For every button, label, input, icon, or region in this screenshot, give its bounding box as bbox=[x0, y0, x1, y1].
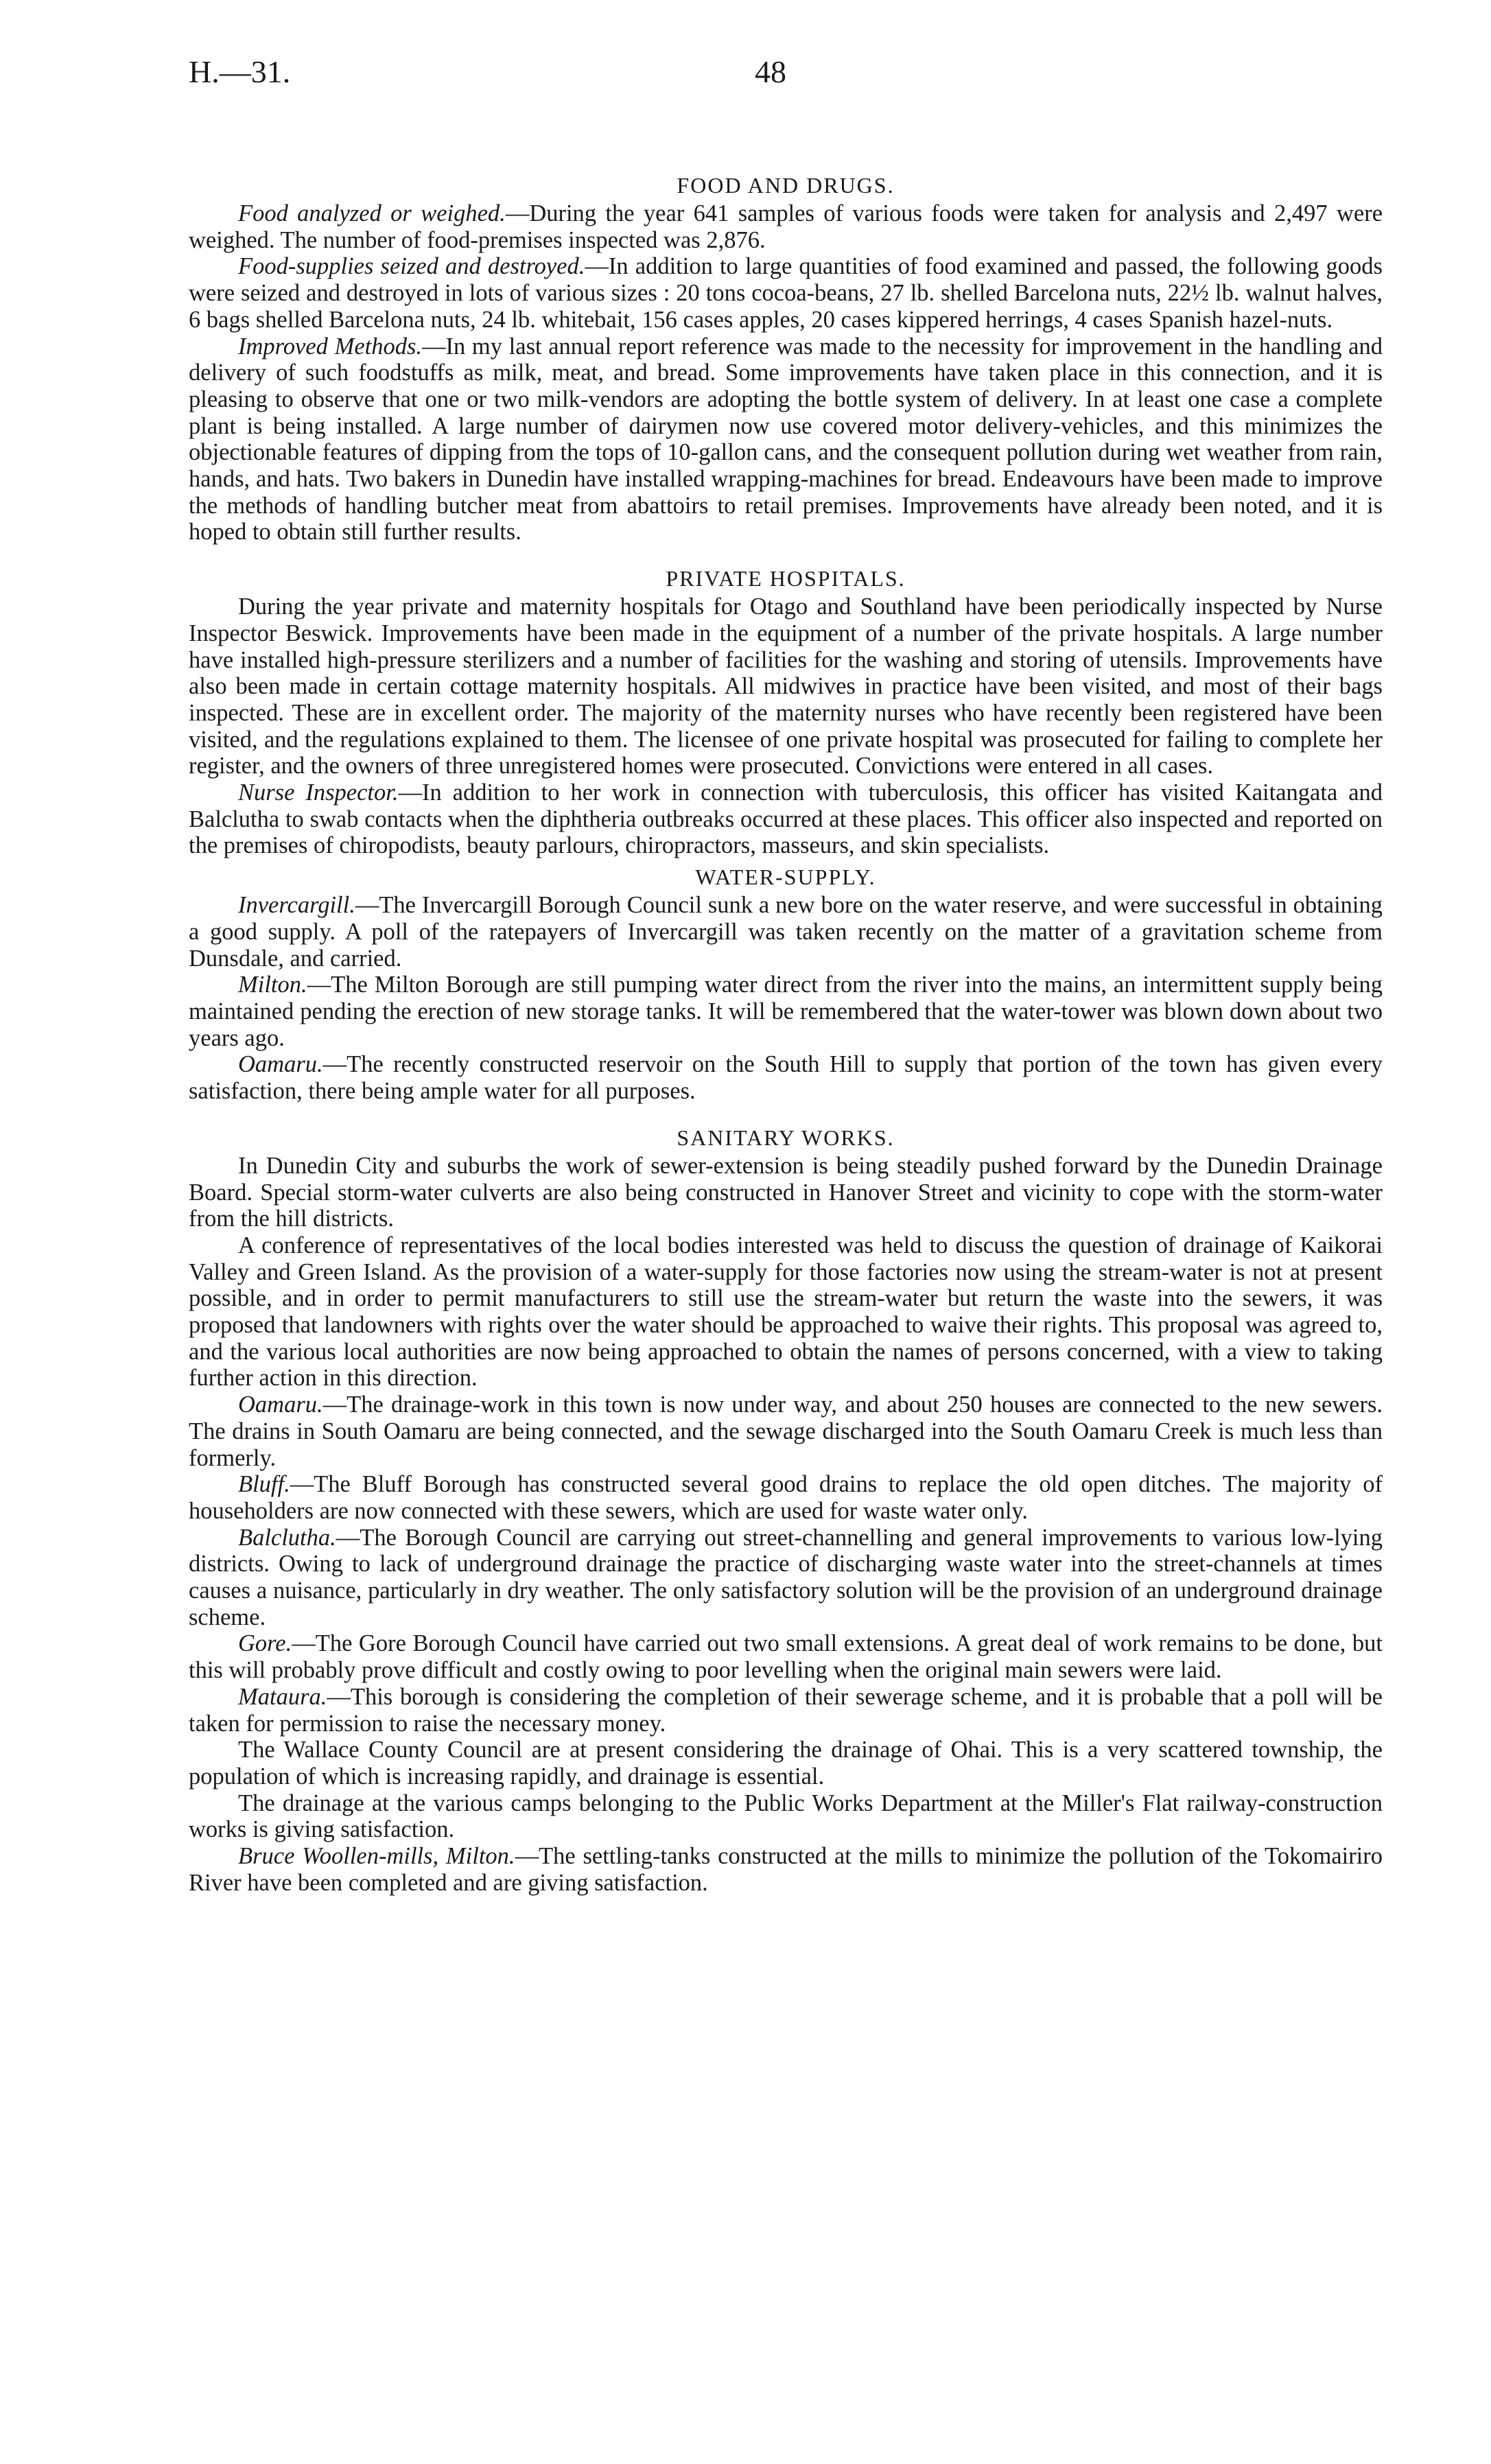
paragraph bbox=[189, 1790, 1383, 1843]
paragraph-text: —The drainage-work in this town is now under way, and about 250 houses are connected to the new sewers. The drains in South Oamaru are being connected, and the sewage discharged into the South Oamaru Creek is much less than formerly. bbox=[189, 1392, 1383, 1471]
paragraph-lead: Improved Methods. bbox=[238, 333, 423, 360]
document-body bbox=[189, 170, 1383, 1914]
paragraph bbox=[189, 200, 1383, 253]
paragraph-text: —In addition to large quantities of food examined and passed, the following goods were seized and destroyed in lots of various sizes : 20 tons cocoa-beans, 27 lb. shelled Barcelona nuts, 22½ lb. walnut halves, 6 bags shelled Barcelona nuts, 24 lb. whitebait, 156 cases apples, 20 cases kippered herrings, 4 cases Spanish hazel-nuts. bbox=[189, 253, 1383, 333]
report-reference: H.—31. bbox=[189, 54, 291, 89]
paragraph-lead: Oamaru. bbox=[238, 1051, 323, 1078]
paragraph bbox=[189, 1843, 1383, 1896]
section-sanitary-works bbox=[189, 1123, 1383, 1897]
paragraph-text: —During the year 641 samples of various foods were taken for analysis and 2,497 were weighed. The number of food-premises inspected was 2,876. bbox=[189, 200, 1383, 253]
paragraph bbox=[189, 1051, 1383, 1104]
page-number: 48 bbox=[755, 54, 786, 89]
paragraph bbox=[189, 1630, 1383, 1683]
paragraph-lead: Bruce Woollen-mills, Milton. bbox=[238, 1843, 515, 1870]
section-heading: SANITARY WORKS. bbox=[677, 1125, 895, 1150]
paragraph bbox=[189, 1737, 1383, 1790]
section-water-supply bbox=[189, 862, 1383, 1105]
paragraph-text: —The Bluff Borough has constructed several good drains to replace the old open ditches. The majority of householders are now connected with these sewers, which are used for waste water only. bbox=[189, 1471, 1383, 1524]
paragraph-text: —This borough is considering the completion of their sewerage scheme, and it is probable that a poll will be taken for permission to raise the necessary money. bbox=[189, 1683, 1383, 1737]
paragraph-text: —The Borough Council are carrying out street-channelling and general improvements to various low-lying districts. Owing to lack of underground drainage the practice of discharging waste water into the street-channels at times causes a nuisance, particularly in dry weather. The only satisfactory solution will be the provision of an underground drainage scheme. bbox=[189, 1524, 1383, 1630]
section-heading: FOOD AND DRUGS. bbox=[677, 173, 895, 198]
paragraph-lead: Gore. bbox=[238, 1630, 292, 1657]
page-header bbox=[189, 54, 1383, 102]
paragraph-lead: Food-supplies seized and destroyed. bbox=[238, 253, 585, 280]
paragraph bbox=[189, 1684, 1383, 1737]
paragraph-lead: Nurse Inspector. bbox=[238, 779, 399, 806]
paragraph bbox=[189, 1392, 1383, 1471]
paragraph-text: —The settling-tanks constructed at the mills to minimize the pollution of the Tokomairiro River have been completed and are giving satisfaction. bbox=[189, 1843, 1383, 1896]
paragraph-text: —In addition to her work in connection with tuberculosis, this officer has visited Kaitangata and Balclutha to swab contacts when the diphtheria outbreaks occurred at these places. This officer also inspected and reported on the premises of chiropodists, beauty parlours, chiropractors, masseurs, and skin specialists. bbox=[189, 779, 1383, 859]
paragraph-lead: Oamaru. bbox=[238, 1392, 323, 1418]
paragraph bbox=[189, 1232, 1383, 1392]
paragraph-text: —In my last annual report reference was made to the necessity for improvement in the handling and delivery of such foodstuffs as milk, meat, and bread. Some improvements have taken place in this connection, and it is pleasing to observe that one or two milk-vendors are adopting the bottle system of delivery. In at least one case a complete plant is being installed. A large number of dairymen now use covered motor delivery-vehicles, and this minimizes the objectionable features of dipping from the tops of 10-gallon cans, and the consequent pollution during wet weather from rain, hands, and hats. Two bakers in Dunedin have installed wrapping-machines for bread. Endeavours have been made to improve the methods of handling butcher meat from abattoirs to retail premises. Improvements have already been noted, and it is hoped to obtain still further results. bbox=[189, 333, 1383, 545]
paragraph-text: —The Milton Borough are still pumping water direct from the river into the mains, an intermittent supply being maintained pending the erection of new storage tanks. It will be remembered that the water-tower was blown down about two years ago. bbox=[189, 972, 1383, 1051]
paragraph bbox=[189, 779, 1383, 859]
paragraph-lead: Food analyzed or weighed. bbox=[238, 200, 506, 226]
paragraph-text: —The Gore Borough Council have carried out two small extensions. A great deal of work remains to be done, but this will probably prove difficult and costly owing to poor levelling when the original main sewers were laid. bbox=[189, 1630, 1383, 1684]
paragraph-text: —The recently constructed reservoir on the South Hill to supply that portion of the town has given every satisfaction, there being ample water for all purposes. bbox=[189, 1051, 1383, 1105]
paragraph-text: In Dunedin City and suburbs the work of sewer-extension is being steadily pushed forward by the Dunedin Drainage Board. Special storm-water culverts are also being constructed in Hanover Street and vicinity to cope with the storm-water from the hill districts. bbox=[189, 1152, 1383, 1232]
paragraph-lead: Balclutha. bbox=[238, 1524, 336, 1551]
paragraph-text: The Wallace County Council are at present considering the drainage of Ohai. This is a very scattered township, the population of which is increasing rapidly, and drainage is essential. bbox=[189, 1737, 1383, 1790]
paragraph bbox=[189, 1471, 1383, 1524]
paragraph-text: A conference of representatives of the local bodies interested was held to discuss the question of drainage of Kaikorai Valley and Green Island. As the provision of a water-supply for those factories now using the stream-water is not at present possible, and in order to permit manufacturers to still use the stream-water but return the waste into the sewers, it was proposed that landowners with rights over the water should be approached to waive their rights. This proposal was agreed to, and the various local authorities are now being approached to obtain the names of persons concerned, with a view to taking further action in this direction. bbox=[189, 1232, 1383, 1392]
paragraph-lead: Invercargill. bbox=[238, 892, 355, 919]
paragraph bbox=[189, 892, 1383, 972]
paragraph-lead: Milton. bbox=[238, 972, 307, 998]
section-heading: PRIVATE HOSPITALS. bbox=[666, 566, 906, 591]
section-private-hospitals bbox=[189, 563, 1383, 859]
paragraph bbox=[189, 972, 1383, 1051]
paragraph bbox=[189, 333, 1383, 546]
paragraph-lead: Mataura. bbox=[238, 1683, 327, 1710]
section-heading: WATER-SUPPLY. bbox=[695, 865, 876, 890]
paragraph-text: —The Invercargill Borough Council sunk a new bore on the water reserve, and were successful in obtaining a good supply. A poll of the ratepayers of Invercargill was taken recently on the matter of a gravitation scheme from Dunsdale, and carried. bbox=[189, 892, 1383, 972]
paragraph-lead: Bluff. bbox=[238, 1471, 290, 1498]
paragraph-text: The drainage at the various camps belonging to the Public Works Department at the Miller's Flat railway-construction works is giving satisfaction. bbox=[189, 1790, 1383, 1843]
section-food-and-drugs bbox=[189, 170, 1383, 545]
paragraph bbox=[189, 1525, 1383, 1631]
paragraph bbox=[189, 1153, 1383, 1232]
paragraph-text: During the year private and maternity hospitals for Otago and Southland have been periodically inspected by Nurse Inspector Beswick. Improvements have been made in the equipment of a number of the private hospitals. A large number have installed high-pressure sterilizers and a number of facilities for the washing and storing of utensils. Improvements have also been made in certain cottage maternity hospitals. All midwives in practice have been visited, and most of their bags inspected. These are in excellent order. The majority of the maternity nurses who have recently been registered have been visited, and the regulations explained to them. The licensee of one private hospital was prosecuted for failing to complete her register, and the owners of three unregistered homes were prosecuted. Convictions were entered in all cases. bbox=[189, 594, 1383, 779]
paragraph bbox=[189, 253, 1383, 333]
paragraph bbox=[189, 594, 1383, 779]
